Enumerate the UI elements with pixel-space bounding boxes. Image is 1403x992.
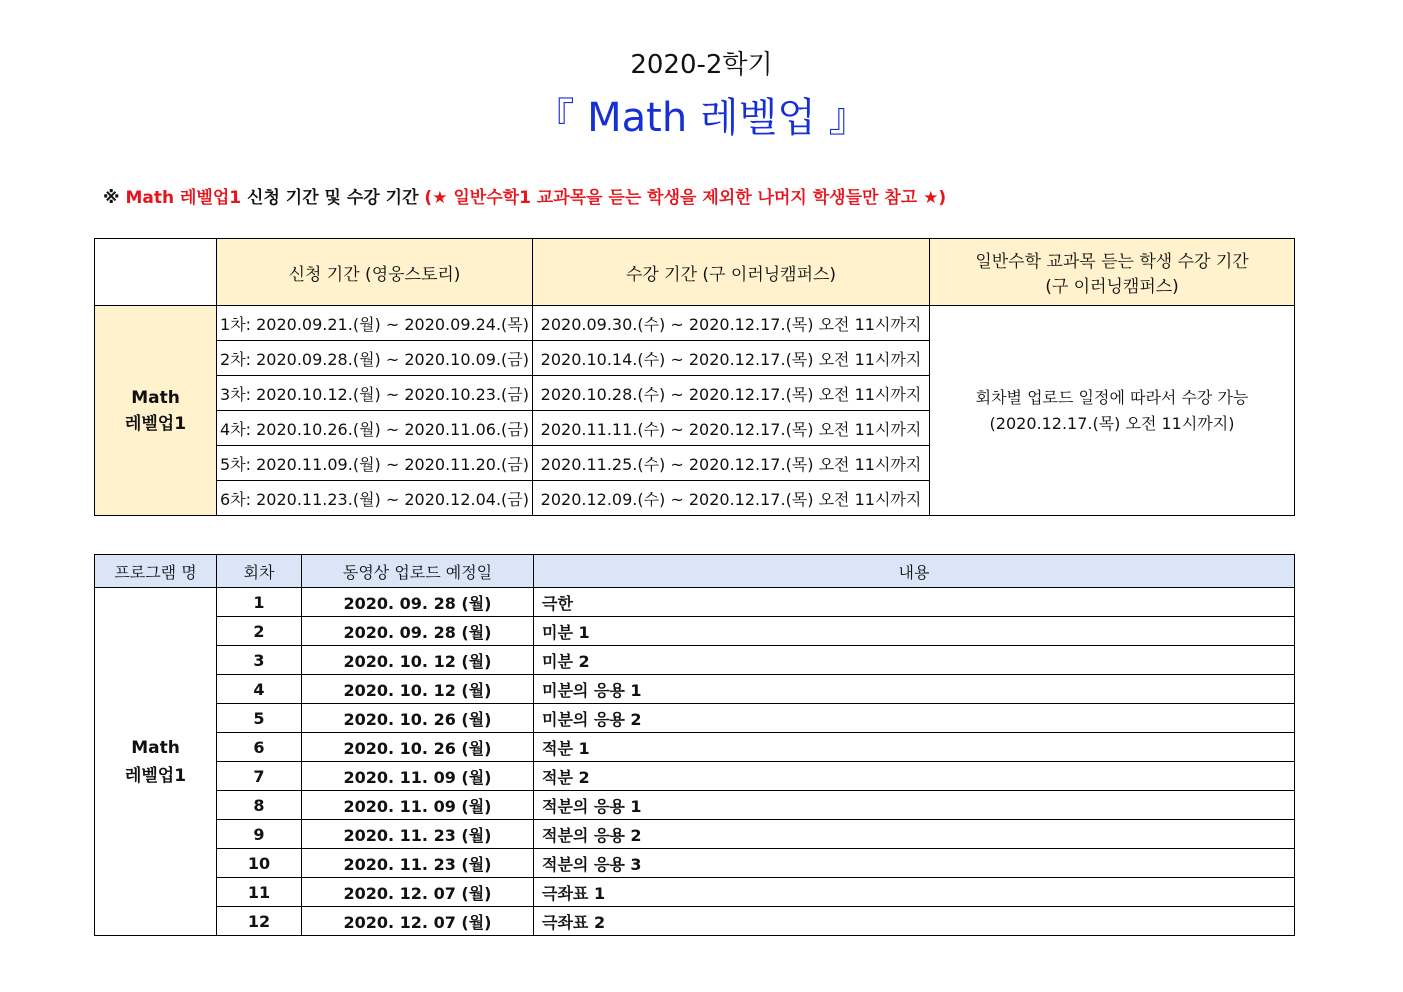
table-row	[95, 617, 1295, 646]
table-row	[95, 878, 1295, 907]
schedule-table	[94, 238, 1295, 516]
schedule-header-blank	[95, 239, 217, 306]
session-number: 8	[217, 791, 302, 820]
apply-period-cell: 5차: 2020.11.09.(월) ~ 2020.11.20.(금)	[217, 446, 533, 481]
general-math-header-line1: 일반수학 교과목 듣는 학생 수강 기간	[975, 252, 1249, 272]
upload-date: 2020. 09. 28 (월)	[302, 588, 534, 617]
apply-period-cell: 2차: 2020.09.28.(월) ~ 2020.10.09.(금)	[217, 341, 533, 376]
upload-date: 2020. 09. 28 (월)	[302, 617, 534, 646]
session-number: 7	[217, 762, 302, 791]
upload-schedule-table	[94, 554, 1295, 936]
program-name-cell	[95, 306, 217, 516]
general-math-note-line1: 회차별 업로드 일정에 따라서 수강 가능	[975, 387, 1249, 407]
upload-date: 2020. 10. 26 (월)	[302, 733, 534, 762]
table-row	[95, 588, 1295, 617]
session-column-header: 회차	[217, 555, 302, 588]
session-content: 미분 2	[534, 646, 1295, 675]
upload-date: 2020. 12. 07 (월)	[302, 907, 534, 936]
date-column-header: 동영상 업로드 예정일	[302, 555, 534, 588]
session-number: 5	[217, 704, 302, 733]
upload-date: 2020. 10. 12 (월)	[302, 646, 534, 675]
table-row	[95, 849, 1295, 878]
session-content: 미분의 응용 2	[534, 704, 1295, 733]
upload-date: 2020. 11. 09 (월)	[302, 762, 534, 791]
session-number: 3	[217, 646, 302, 675]
upload-program-line2: 레벨업1	[124, 765, 187, 786]
notice-paren-close: )	[938, 188, 947, 208]
course-period-cell: 2020.11.11.(수) ~ 2020.12.17.(목) 오전 11시까지	[533, 411, 930, 446]
table-row	[95, 820, 1295, 849]
session-content: 적분 1	[534, 733, 1295, 762]
table-row	[95, 762, 1295, 791]
upload-header-row	[95, 555, 1295, 588]
session-number: 2	[217, 617, 302, 646]
course-period-cell: 2020.12.09.(수) ~ 2020.12.17.(목) 오전 11시까지	[533, 481, 930, 516]
notice-caution-text: 일반수학1 교과목을 듣는 학생을 제외한 나머지 학생들만 참고	[453, 188, 918, 208]
star-icon: ★	[432, 188, 448, 208]
upload-date: 2020. 12. 07 (월)	[302, 878, 534, 907]
session-content: 적분의 응용 2	[534, 820, 1295, 849]
session-number: 12	[217, 907, 302, 936]
session-number: 10	[217, 849, 302, 878]
upload-date: 2020. 11. 09 (월)	[302, 791, 534, 820]
general-math-note-cell	[930, 306, 1295, 516]
general-math-header	[930, 239, 1295, 306]
semester-label: 2020-2학기	[630, 50, 773, 80]
upload-date: 2020. 11. 23 (월)	[302, 820, 534, 849]
session-number: 9	[217, 820, 302, 849]
session-number: 11	[217, 878, 302, 907]
course-period-header: 수강 기간 (구 이러닝캠퍼스)	[533, 239, 930, 306]
star-icon: ★	[923, 188, 939, 208]
apply-period-cell: 6차: 2020.11.23.(월) ~ 2020.12.04.(금)	[217, 481, 533, 516]
session-number: 4	[217, 675, 302, 704]
session-number: 1	[217, 588, 302, 617]
upload-program-cell	[95, 588, 217, 936]
notice-mark: ※	[103, 188, 120, 208]
content-column-header: 내용	[534, 555, 1295, 588]
table-row	[95, 791, 1295, 820]
table-row	[95, 646, 1295, 675]
upload-date: 2020. 10. 26 (월)	[302, 704, 534, 733]
program-name-line2: 레벨업1	[124, 413, 187, 434]
notice-paren-open: (	[424, 188, 433, 208]
program-name-line1: Math	[131, 387, 180, 408]
course-period-cell: 2020.10.28.(수) ~ 2020.12.17.(목) 오전 11시까지	[533, 376, 930, 411]
apply-period-cell: 3차: 2020.10.12.(월) ~ 2020.10.23.(금)	[217, 376, 533, 411]
general-math-header-line2: (구 이러닝캠퍼스)	[1045, 277, 1179, 297]
schedule-row	[95, 306, 1295, 341]
session-content: 적분의 응용 3	[534, 849, 1295, 878]
session-content: 미분의 응용 1	[534, 675, 1295, 704]
schedule-header-row	[95, 239, 1295, 306]
course-period-cell: 2020.11.25.(수) ~ 2020.12.17.(목) 오전 11시까지	[533, 446, 930, 481]
upload-program-line1: Math	[131, 737, 180, 758]
session-content: 적분 2	[534, 762, 1295, 791]
upload-date: 2020. 10. 12 (월)	[302, 675, 534, 704]
apply-period-cell: 4차: 2020.10.26.(월) ~ 2020.11.06.(금)	[217, 411, 533, 446]
table-row	[95, 704, 1295, 733]
notice-program-name: Math 레벨업1	[125, 188, 242, 208]
table-row	[95, 733, 1295, 762]
general-math-note-line2: (2020.12.17.(목) 오전 11시까지)	[989, 413, 1235, 433]
course-period-cell: 2020.10.14.(수) ~ 2020.12.17.(목) 오전 11시까지	[533, 341, 930, 376]
notice-period-text: 신청 기간 및 수강 기간	[247, 188, 419, 208]
session-content: 미분 1	[534, 617, 1295, 646]
session-content: 극한	[534, 588, 1295, 617]
session-content: 극좌표 1	[534, 878, 1295, 907]
program-column-header: 프로그램 명	[95, 555, 217, 588]
session-content: 극좌표 2	[534, 907, 1295, 936]
session-content: 적분의 응용 1	[534, 791, 1295, 820]
table-row	[95, 907, 1295, 936]
apply-period-header: 신청 기간 (영웅스토리)	[217, 239, 533, 306]
apply-period-cell: 1차: 2020.09.21.(월) ~ 2020.09.24.(목)	[217, 306, 533, 341]
session-number: 6	[217, 733, 302, 762]
table-row	[95, 675, 1295, 704]
upload-date: 2020. 11. 23 (월)	[302, 849, 534, 878]
course-period-cell: 2020.09.30.(수) ~ 2020.12.17.(목) 오전 11시까지	[533, 306, 930, 341]
notice-line	[103, 183, 946, 208]
page-title: 『 Math 레벨업 』	[534, 95, 869, 141]
